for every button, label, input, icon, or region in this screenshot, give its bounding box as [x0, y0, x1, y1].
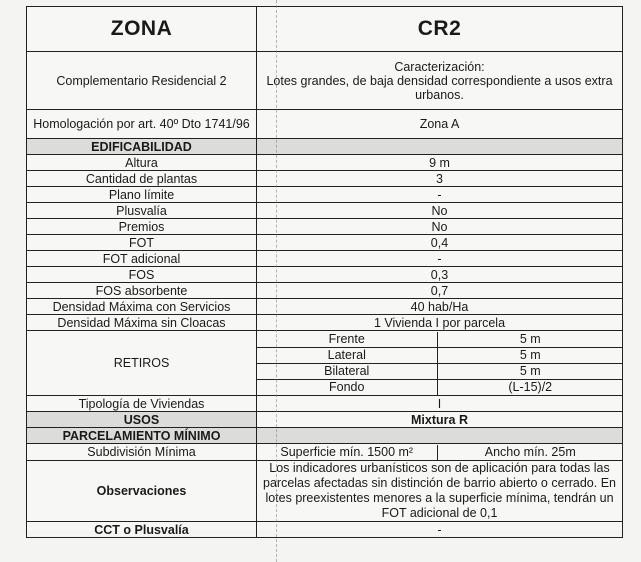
subdivision-table [257, 445, 623, 460]
cct-value: - [257, 522, 623, 538]
plusvalia-value: No [257, 203, 623, 219]
premios-value: No [257, 219, 623, 235]
fot-value: 0,4 [257, 235, 623, 251]
plano-row [27, 187, 623, 203]
parcelamiento-empty [257, 428, 623, 444]
retiros-label: RETIROS [27, 331, 257, 396]
observaciones-label: Observaciones [27, 461, 257, 522]
parcelamiento-row [27, 428, 623, 444]
retiro-name: Bilateral [257, 363, 437, 379]
tipo-value: Caracterización: Lotes grandes, de baja densidad correspondiente a usos extra urbanos. [257, 52, 623, 110]
subdivision-label: Subdivisión Mínima [27, 444, 257, 461]
densidad-cloacas-row [27, 315, 623, 331]
retiro-lateral [257, 347, 623, 363]
cct-row [27, 522, 623, 538]
retiro-value: (L-15)/2 [437, 379, 623, 395]
cct-label: CCT o Plusvalía [27, 522, 257, 538]
fot-row [27, 235, 623, 251]
densidad-cloacas-label: Densidad Máxima sin Cloacas [27, 315, 257, 331]
fot-label: FOT [27, 235, 257, 251]
premios-label: Premios [27, 219, 257, 235]
fot-adicional-row [27, 251, 623, 267]
fos-absorbente-value: 0,7 [257, 283, 623, 299]
altura-value: 9 m [257, 155, 623, 171]
plusvalia-row [27, 203, 623, 219]
usos-label: USOS [27, 412, 257, 428]
plantas-label: Cantidad de plantas [27, 171, 257, 187]
plusvalia-label: Plusvalía [27, 203, 257, 219]
edificabilidad-empty [257, 139, 623, 155]
plano-value: - [257, 187, 623, 203]
zoning-sheet [26, 6, 622, 537]
parcelamiento-heading: PARCELAMIENTO MÍNIMO [27, 428, 257, 444]
fos-absorbente-label: FOS absorbente [27, 283, 257, 299]
densidad-servicios-row [27, 299, 623, 315]
fos-value: 0,3 [257, 267, 623, 283]
usos-row [27, 412, 623, 428]
homologacion-value: Zona A [257, 110, 623, 139]
tipologia-label: Tipología de Viviendas [27, 396, 257, 412]
fos-absorbente-row [27, 283, 623, 299]
tipo-row [27, 52, 623, 110]
retiro-bilateral [257, 363, 623, 379]
homologacion-label: Homologación por art. 40º Dto 1741/96 [27, 110, 257, 139]
edificabilidad-row [27, 139, 623, 155]
densidad-servicios-value: 40 hab/Ha [257, 299, 623, 315]
retiros-values [257, 331, 623, 396]
retiros-row [27, 331, 623, 396]
ancho-minimo: Ancho mín. 25m [437, 445, 623, 460]
zona-label: ZONA [27, 7, 257, 52]
zona-value: CR2 [257, 7, 623, 52]
fot-adicional-label: FOT adicional [27, 251, 257, 267]
densidad-servicios-label: Densidad Máxima con Servicios [27, 299, 257, 315]
fos-label: FOS [27, 267, 257, 283]
header-row [27, 7, 623, 52]
usos-value: Mixtura R [257, 412, 623, 428]
fold-line [276, 0, 277, 562]
plantas-row [27, 171, 623, 187]
tipo-label: Complementario Residencial 2 [27, 52, 257, 110]
plano-label: Plano límite [27, 187, 257, 203]
fot-adicional-value: - [257, 251, 623, 267]
subdivision-values [257, 444, 623, 461]
retiro-name: Lateral [257, 347, 437, 363]
homologacion-row [27, 110, 623, 139]
tipologia-value: I [257, 396, 623, 412]
subdivision-row [27, 444, 623, 461]
superficie-minima: Superficie mín. 1500 m² [280, 445, 414, 459]
observaciones-row [27, 461, 623, 522]
edificabilidad-heading: EDIFICABILIDAD [27, 139, 257, 155]
retiros-table [257, 332, 623, 395]
retiro-name: Frente [328, 332, 365, 346]
fos-row [27, 267, 623, 283]
tipologia-row [27, 396, 623, 412]
altura-row [27, 155, 623, 171]
zoning-table [26, 6, 623, 538]
retiro-name: Fondo [257, 379, 437, 395]
retiro-value: 5 m [437, 332, 623, 348]
observaciones-value: Los indicadores urbanísticos son de aplicación para todas las parcelas afectadas sin distinción de barrio abierto o cerrado. En lotes preexistentes menores a la superficie mínima, tendrán un FOT adicional de 0,1 [257, 461, 623, 522]
retiro-fondo [257, 379, 623, 395]
retiro-value: 5 m [437, 347, 623, 363]
premios-row [27, 219, 623, 235]
retiro-frente [257, 332, 623, 348]
plantas-value: 3 [257, 171, 623, 187]
densidad-cloacas-value: 1 Vivienda I por parcela [257, 315, 623, 331]
altura-label: Altura [27, 155, 257, 171]
retiro-value: 5 m [437, 363, 623, 379]
